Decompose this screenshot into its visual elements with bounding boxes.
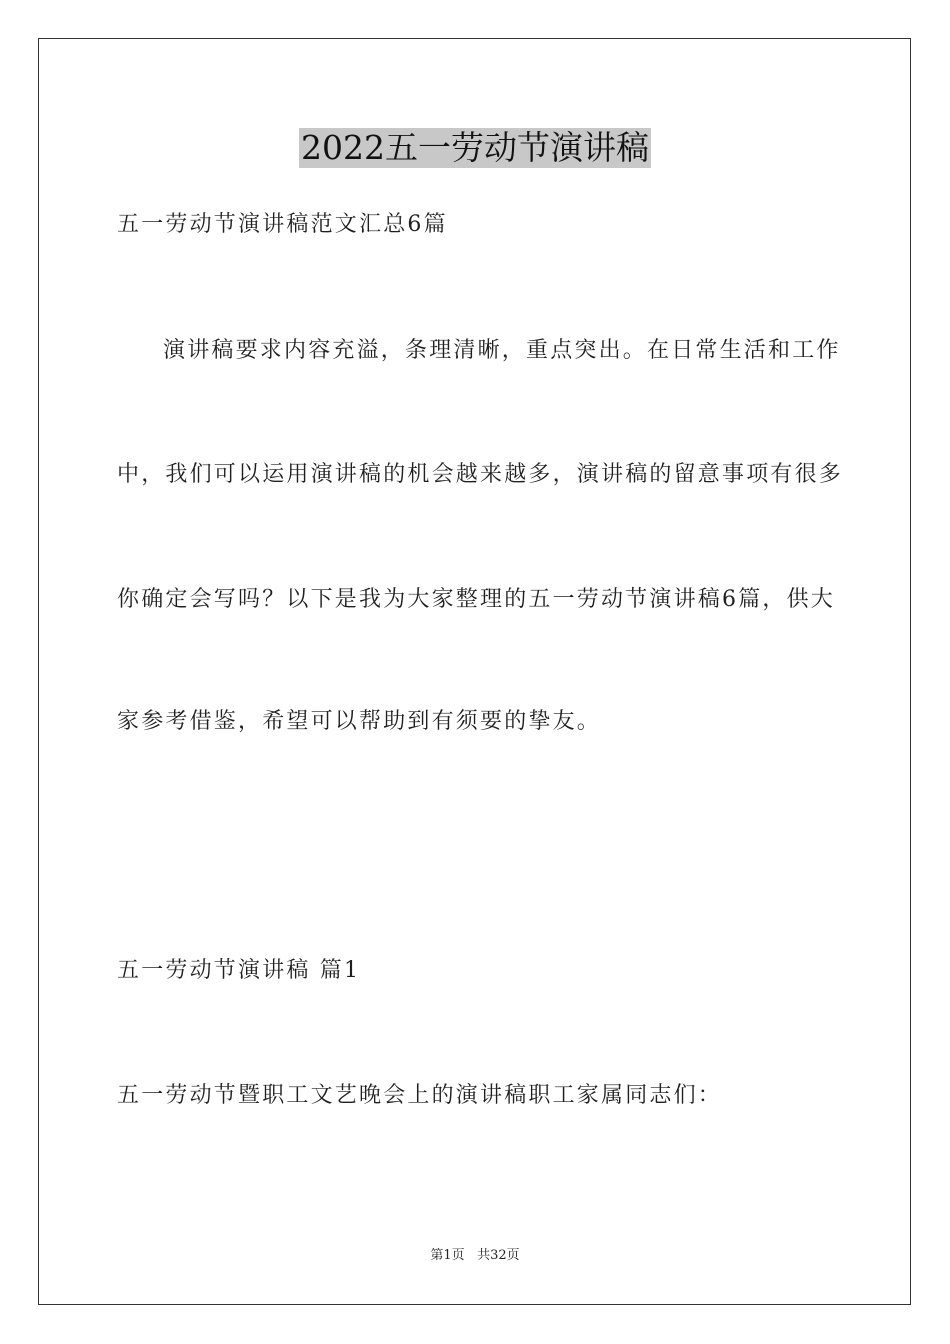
intro-paragraph-line-3: 你确定会写吗？以下是我为大家整理的五一劳动节演讲稿6篇，供大: [117, 587, 835, 612]
page-number-total: 共32页: [477, 1248, 520, 1263]
intro-paragraph-line-1: 演讲稿要求内容充溢，条理清晰，重点突出。在日常生活和工作: [163, 338, 841, 363]
section-heading: 五一劳动节演讲稿 篇1: [117, 958, 361, 983]
document-subtitle: 五一劳动节演讲稿范文汇总6篇: [117, 212, 448, 237]
document-title: 2022五一劳动节演讲稿: [301, 128, 649, 167]
title-container: [0, 128, 950, 168]
intro-paragraph-line-2: 中，我们可以运用演讲稿的机会越来越多，演讲稿的留意事项有很多: [117, 462, 844, 487]
page-footer: [0, 1247, 950, 1265]
section-first-line: 五一劳动节暨职工文艺晚会上的演讲稿职工家属同志们：: [117, 1083, 723, 1108]
page-number-current: 第1页: [430, 1248, 465, 1263]
intro-paragraph-line-4: 家参考借鉴，希望可以帮助到有须要的挚友。: [117, 709, 602, 734]
